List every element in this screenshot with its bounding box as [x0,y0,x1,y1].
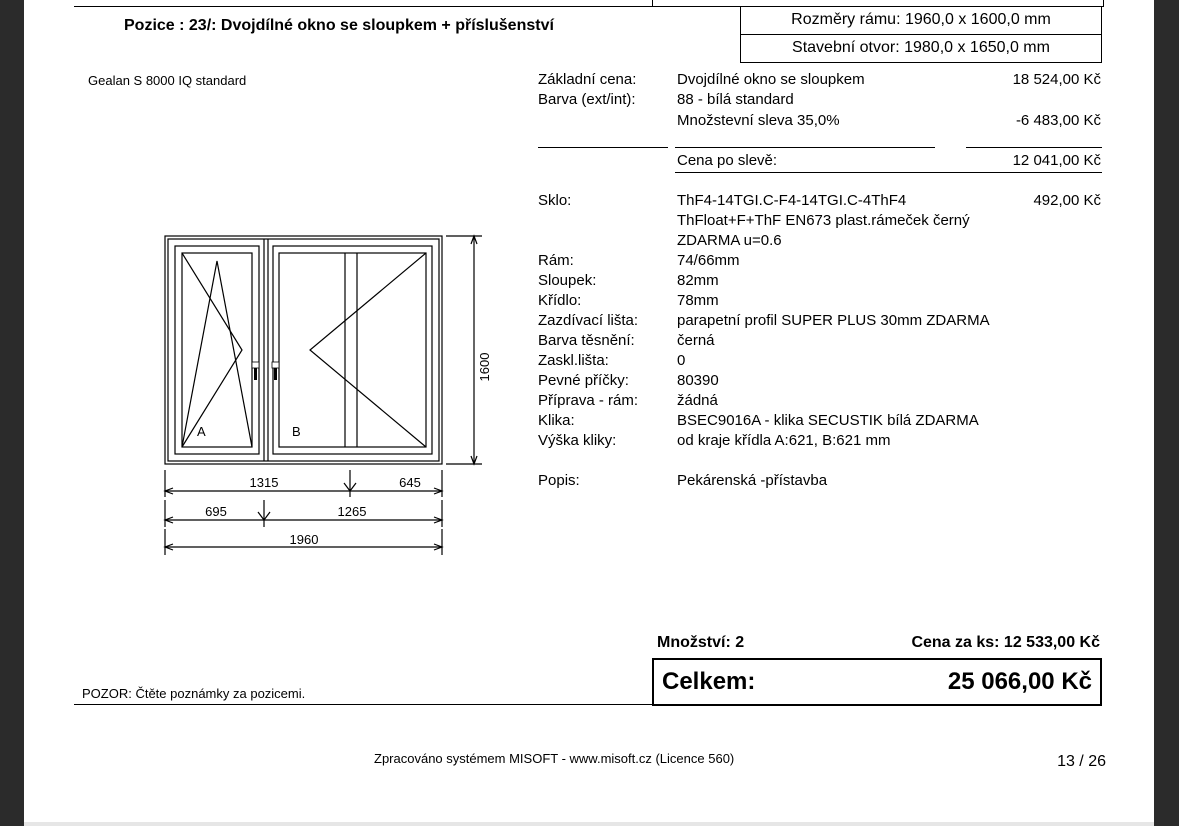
height-dim-label: 1600 [477,352,492,382]
spec-value-mullion: 82mm [677,272,719,289]
spec-value-frame-prep: žádná [677,392,718,409]
glass-line2: ThFloat+F+ThF EN673 plast.rámeček černý [677,212,970,229]
spec-value-glazing-bead: 0 [677,352,686,369]
frame-dimensions-box [740,7,1102,35]
note-rule [74,704,654,705]
glass-line1: ThF4-14TGI.C-F4-14TGI.C-4ThF4 [677,192,907,209]
spec-label-handle-height: Výška kliky: [538,432,617,449]
sash-b-glass [279,253,426,447]
discount-amount: -6 483,00 Kč [1015,112,1101,129]
sash-a-turn-lines [182,253,242,447]
footer-processed: Zpracováno systémem MISOFT - www.misoft.cz (Licence 560) [374,751,735,766]
spec-value-sash: 78mm [677,292,719,309]
spec-label-fixed-bars: Pevné příčky: [538,372,629,389]
base-price-amount: 18 524,00 Kč [1012,71,1101,88]
glass-amount: 492,00 Kč [1033,192,1101,209]
color-label: Barva (ext/int): [538,91,636,108]
dim-row1-label-right: 645 [399,475,421,490]
discount-value: Množstevní sleva 35,0% [677,112,840,129]
description-value: Pekárenská -přístavba [677,472,828,489]
unit-price: Cena za ks: 12 533,00 Kč [911,634,1100,651]
top-rule [74,6,654,7]
handle-a-base [252,362,259,368]
spec-label-frame: Rám: [538,252,574,269]
dim-row2-label-left: 695 [205,504,227,519]
sash-b-letter: B [292,424,301,439]
description-label: Popis: [538,472,580,489]
sash-a-outer [175,246,259,454]
glass-label: Sklo: [538,192,572,209]
spec-label-glazing-bead: Zaskl.lišta: [538,352,609,369]
position-title: Pozice : 23/: Dvojdílné okno se sloupkem + příslušenství [124,17,554,34]
sash-b-turn-lines [310,253,426,447]
base-price-value: Dvojdílné okno se sloupkem [677,71,865,88]
opening-dimensions-box [740,34,1102,63]
spec-label-handle: Klika: [538,412,575,429]
spec-value-frame: 74/66mm [677,252,740,269]
page-bottom-edge [24,822,1154,826]
total-label: Celkem: [662,668,756,695]
spec-label-frame-prep: Příprava - rám: [538,392,639,409]
sum-rule-1 [538,147,668,148]
spec-label-seal-color: Barva těsnění: [538,332,635,349]
window-frame-outer [165,236,442,464]
spec-value-sill: parapetní profil SUPER PLUS 30mm ZDARMA [677,312,990,329]
spec-value-handle: BSEC9016A - klika SECUSTIK bílá ZDARMA [677,412,979,429]
discounted-underline [675,172,1102,173]
previous-section-box-edge [652,0,1104,7]
quantity: Množství: 2 [657,634,745,651]
sum-rule-2 [675,147,935,148]
total-value: 25 066,00 Kč [947,668,1092,695]
profile-name: Gealan S 8000 IQ standard [88,73,247,88]
discounted-amount: 12 041,00 Kč [1012,152,1101,169]
spec-label-mullion: Sloupek: [538,272,597,289]
base-price-label: Základní cena: [538,71,637,88]
spec-value-seal-color: černá [677,332,715,349]
spec-label-sash: Křídlo: [538,292,582,309]
sash-a-tilt-lines [182,261,252,447]
page-number: 13 / 26 [1057,753,1106,770]
total-box [652,658,1102,706]
frame-dimensions: Rozměry rámu: 1960,0 x 1600,0 mm [791,11,1051,28]
dim-row1-label-left: 1315 [249,475,279,490]
discounted-label: Cena po slevě: [677,152,778,169]
spec-label-sill: Zazdívací lišta: [538,312,639,329]
dim-row2-label-right: 1265 [337,504,367,519]
note: POZOR: Čtěte poznámky za pozicemi. [82,686,306,701]
handle-b-base [272,362,279,368]
sash-b-outer [273,246,432,454]
window-frame-inner [168,239,439,461]
spec-value-fixed-bars: 80390 [677,372,719,389]
sash-a-letter: A [197,424,206,439]
spec-value-handle-height: od kraje křídla A:621, B:621 mm [677,432,891,449]
color-value: 88 - bílá standard [677,91,794,108]
window-drawing [154,225,494,565]
glass-line3: ZDARMA u=0.6 [677,232,782,249]
document-page [24,0,1154,826]
opening-dimensions: Stavební otvor: 1980,0 x 1650,0 mm [792,39,1050,56]
dim-row3-label: 1960 [289,532,319,547]
sum-rule-3 [966,147,1102,148]
